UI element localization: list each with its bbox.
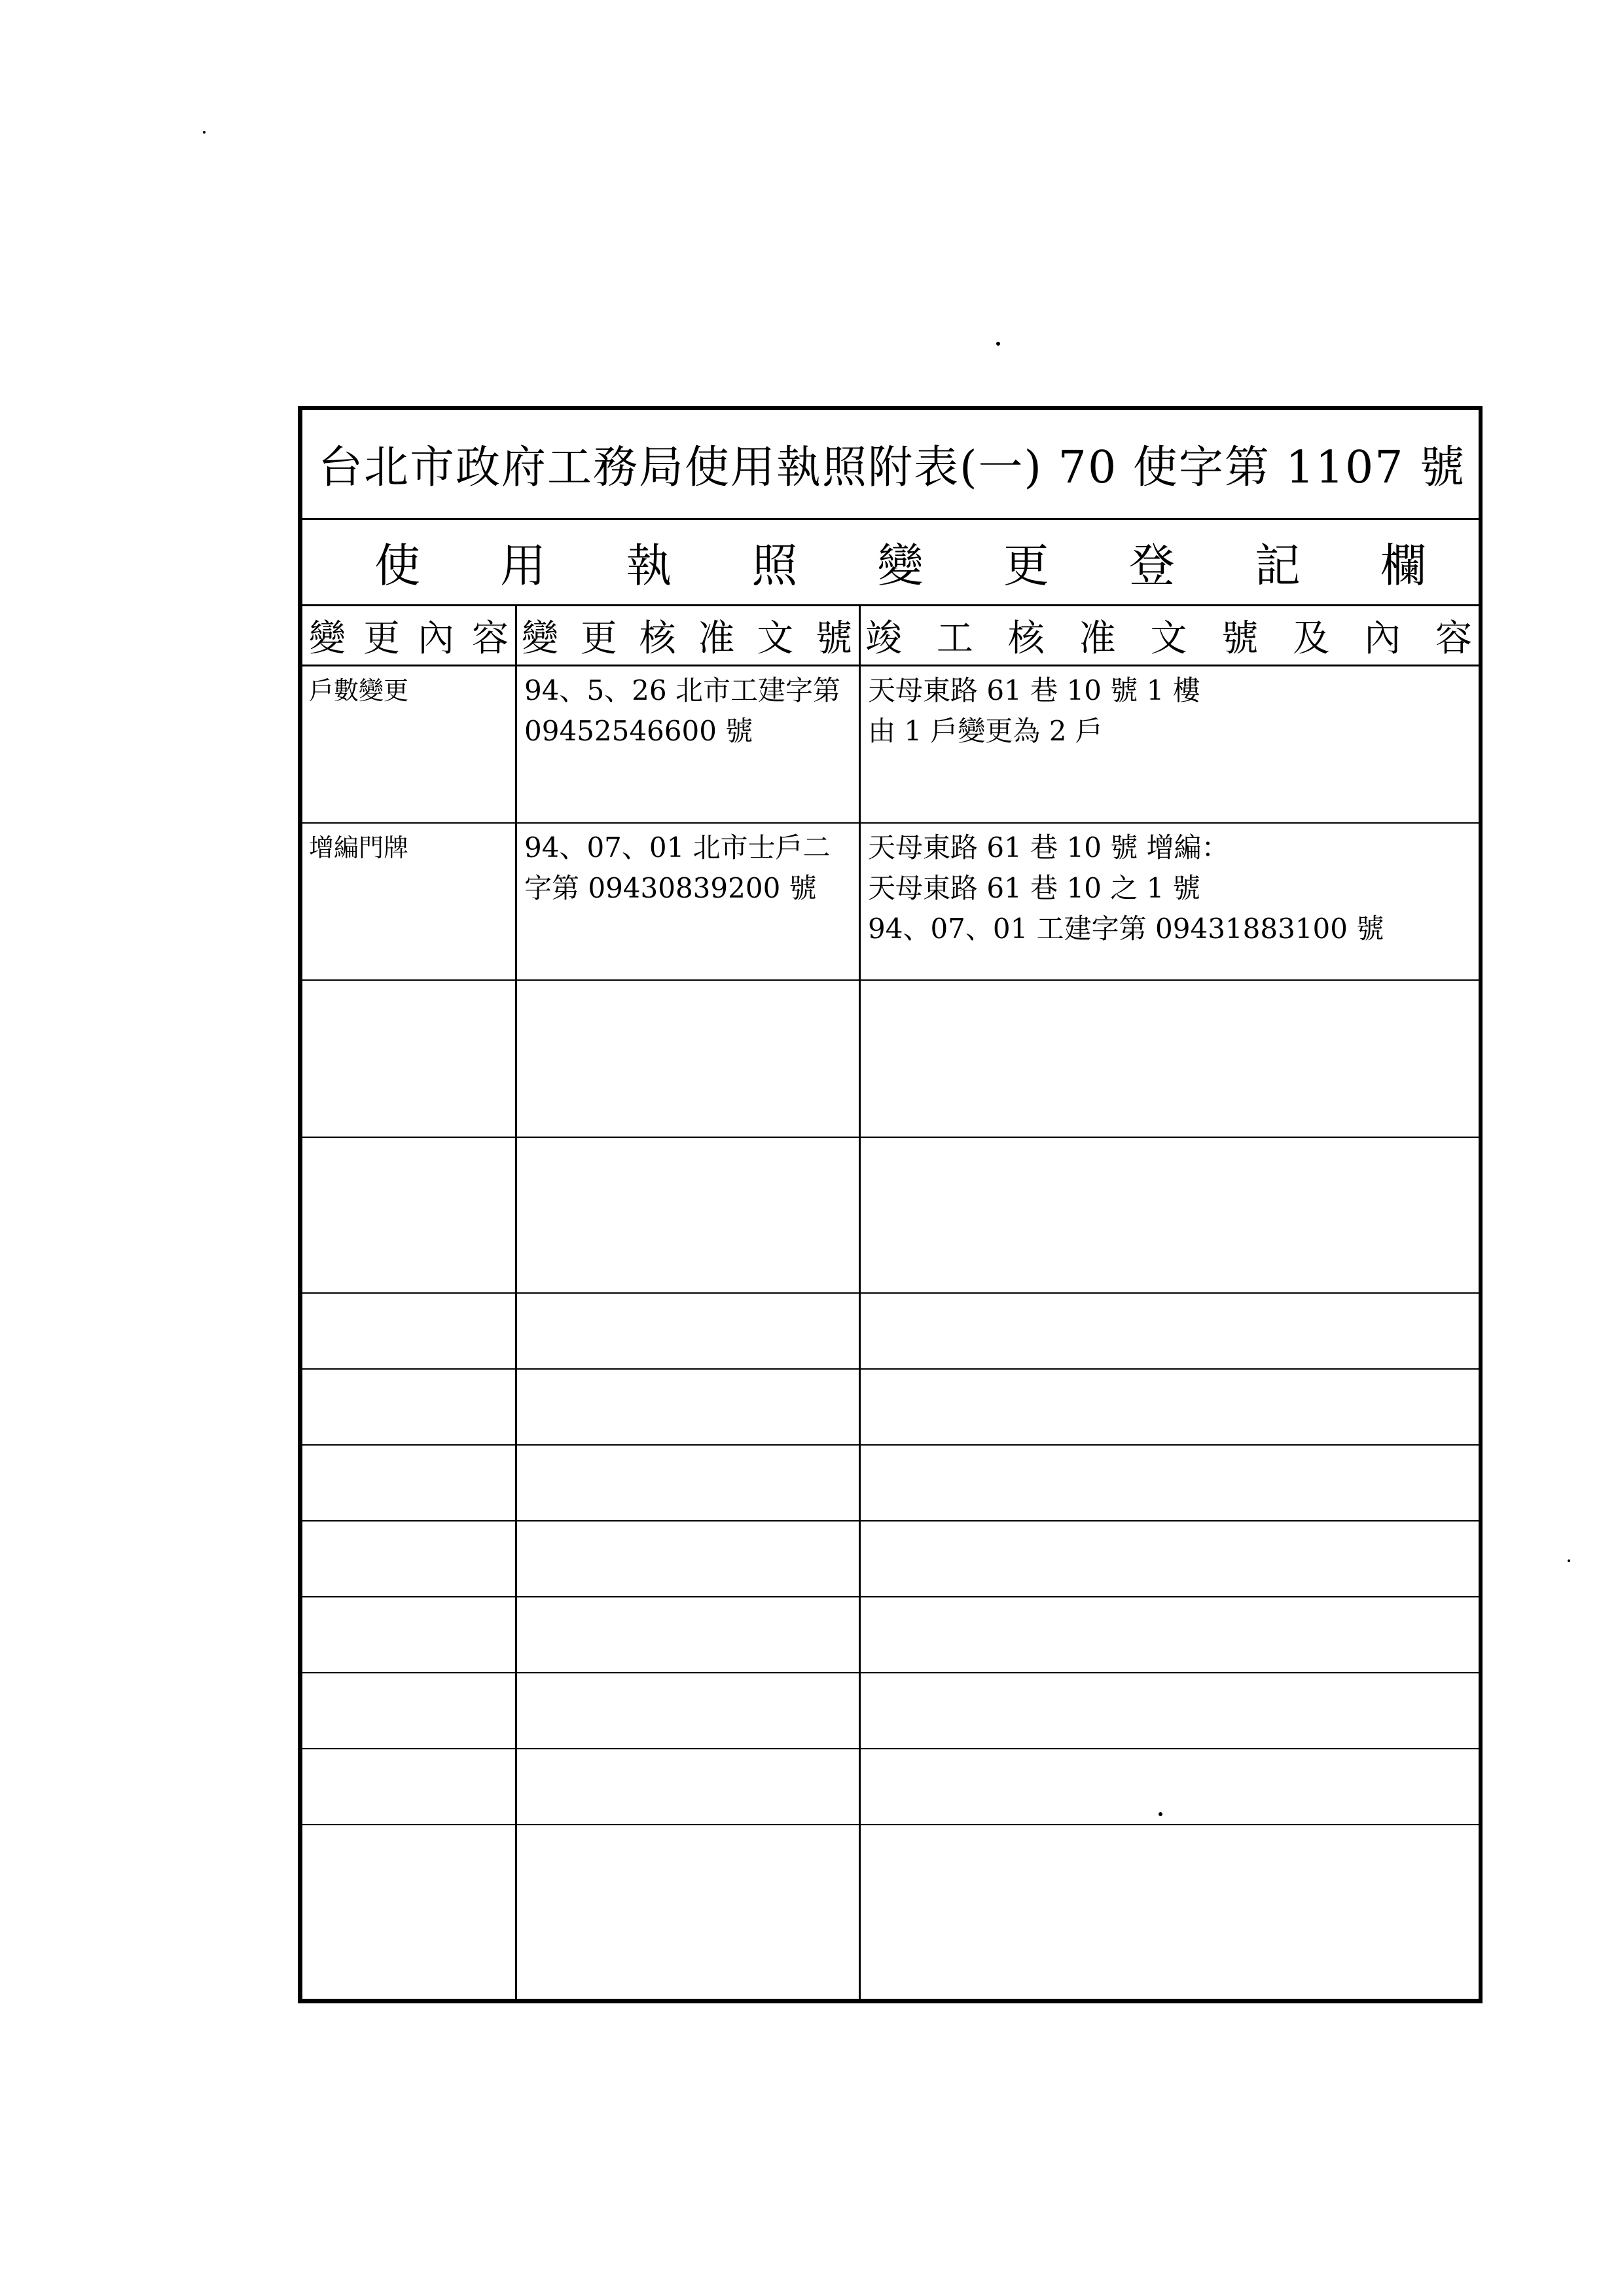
table-row [302, 1370, 1479, 1446]
scan-speck [1568, 1559, 1570, 1562]
table-row [302, 1446, 1479, 1522]
column-divider [859, 606, 861, 1999]
table-subtitle [302, 520, 1479, 606]
approval-cell: 94、5、26 北市工建字第 09452546600 號 [524, 674, 840, 747]
change-cell: 增編門牌 [309, 833, 409, 862]
subtitle-char: 變 [877, 539, 924, 592]
document-title: 台北市政府工務局使用執照附表(一) 70 使字第 1107 號 [302, 410, 1479, 520]
table-row [302, 981, 1479, 1138]
table-row [302, 824, 1479, 981]
completion-cell: 天母東路 61 巷 10 號 增編： 天母東路 61 巷 10 之 1 號 94、07、01 工建字第 09431883100 號 [868, 831, 1384, 945]
column-header-row [302, 606, 1479, 666]
table-row [302, 1673, 1479, 1749]
table-row [302, 1522, 1479, 1597]
table-row [302, 1138, 1479, 1294]
subtitle-char: 使 [374, 539, 420, 592]
header-change-content: 變 更 內 容 [309, 617, 509, 660]
subtitle-char: 更 [1003, 539, 1049, 592]
header-completion-content: 竣 工 核 准 文 號 及 內 容 [865, 617, 1472, 660]
subtitle-char: 執 [626, 539, 672, 592]
license-table-frame [298, 406, 1483, 2003]
subtitle-char: 照 [751, 539, 798, 592]
subtitle-char: 記 [1254, 539, 1301, 592]
approval-cell: 94、07、01 北市士戶二 字第 09430839200 號 [524, 831, 831, 904]
change-cell: 戶數變更 [309, 676, 409, 705]
table-row [302, 1749, 1479, 1825]
subtitle-char: 登 [1128, 539, 1175, 592]
scan-speck [996, 342, 1000, 346]
subtitle-char: 欄 [1380, 539, 1426, 592]
completion-cell: 天母東路 61 巷 10 號 1 樓 由 1 戶變更為 2 戶 [868, 674, 1200, 747]
column-divider [515, 606, 517, 1999]
subtitle-char: 用 [500, 539, 547, 592]
table-row [302, 1825, 1479, 1999]
scan-speck [203, 131, 206, 134]
table-row [302, 666, 1479, 824]
table-row [302, 1294, 1479, 1370]
header-approval-number: 變 更 核 准 文 號 [522, 617, 852, 660]
table-row [302, 1597, 1479, 1673]
scan-speck [1159, 1812, 1162, 1816]
